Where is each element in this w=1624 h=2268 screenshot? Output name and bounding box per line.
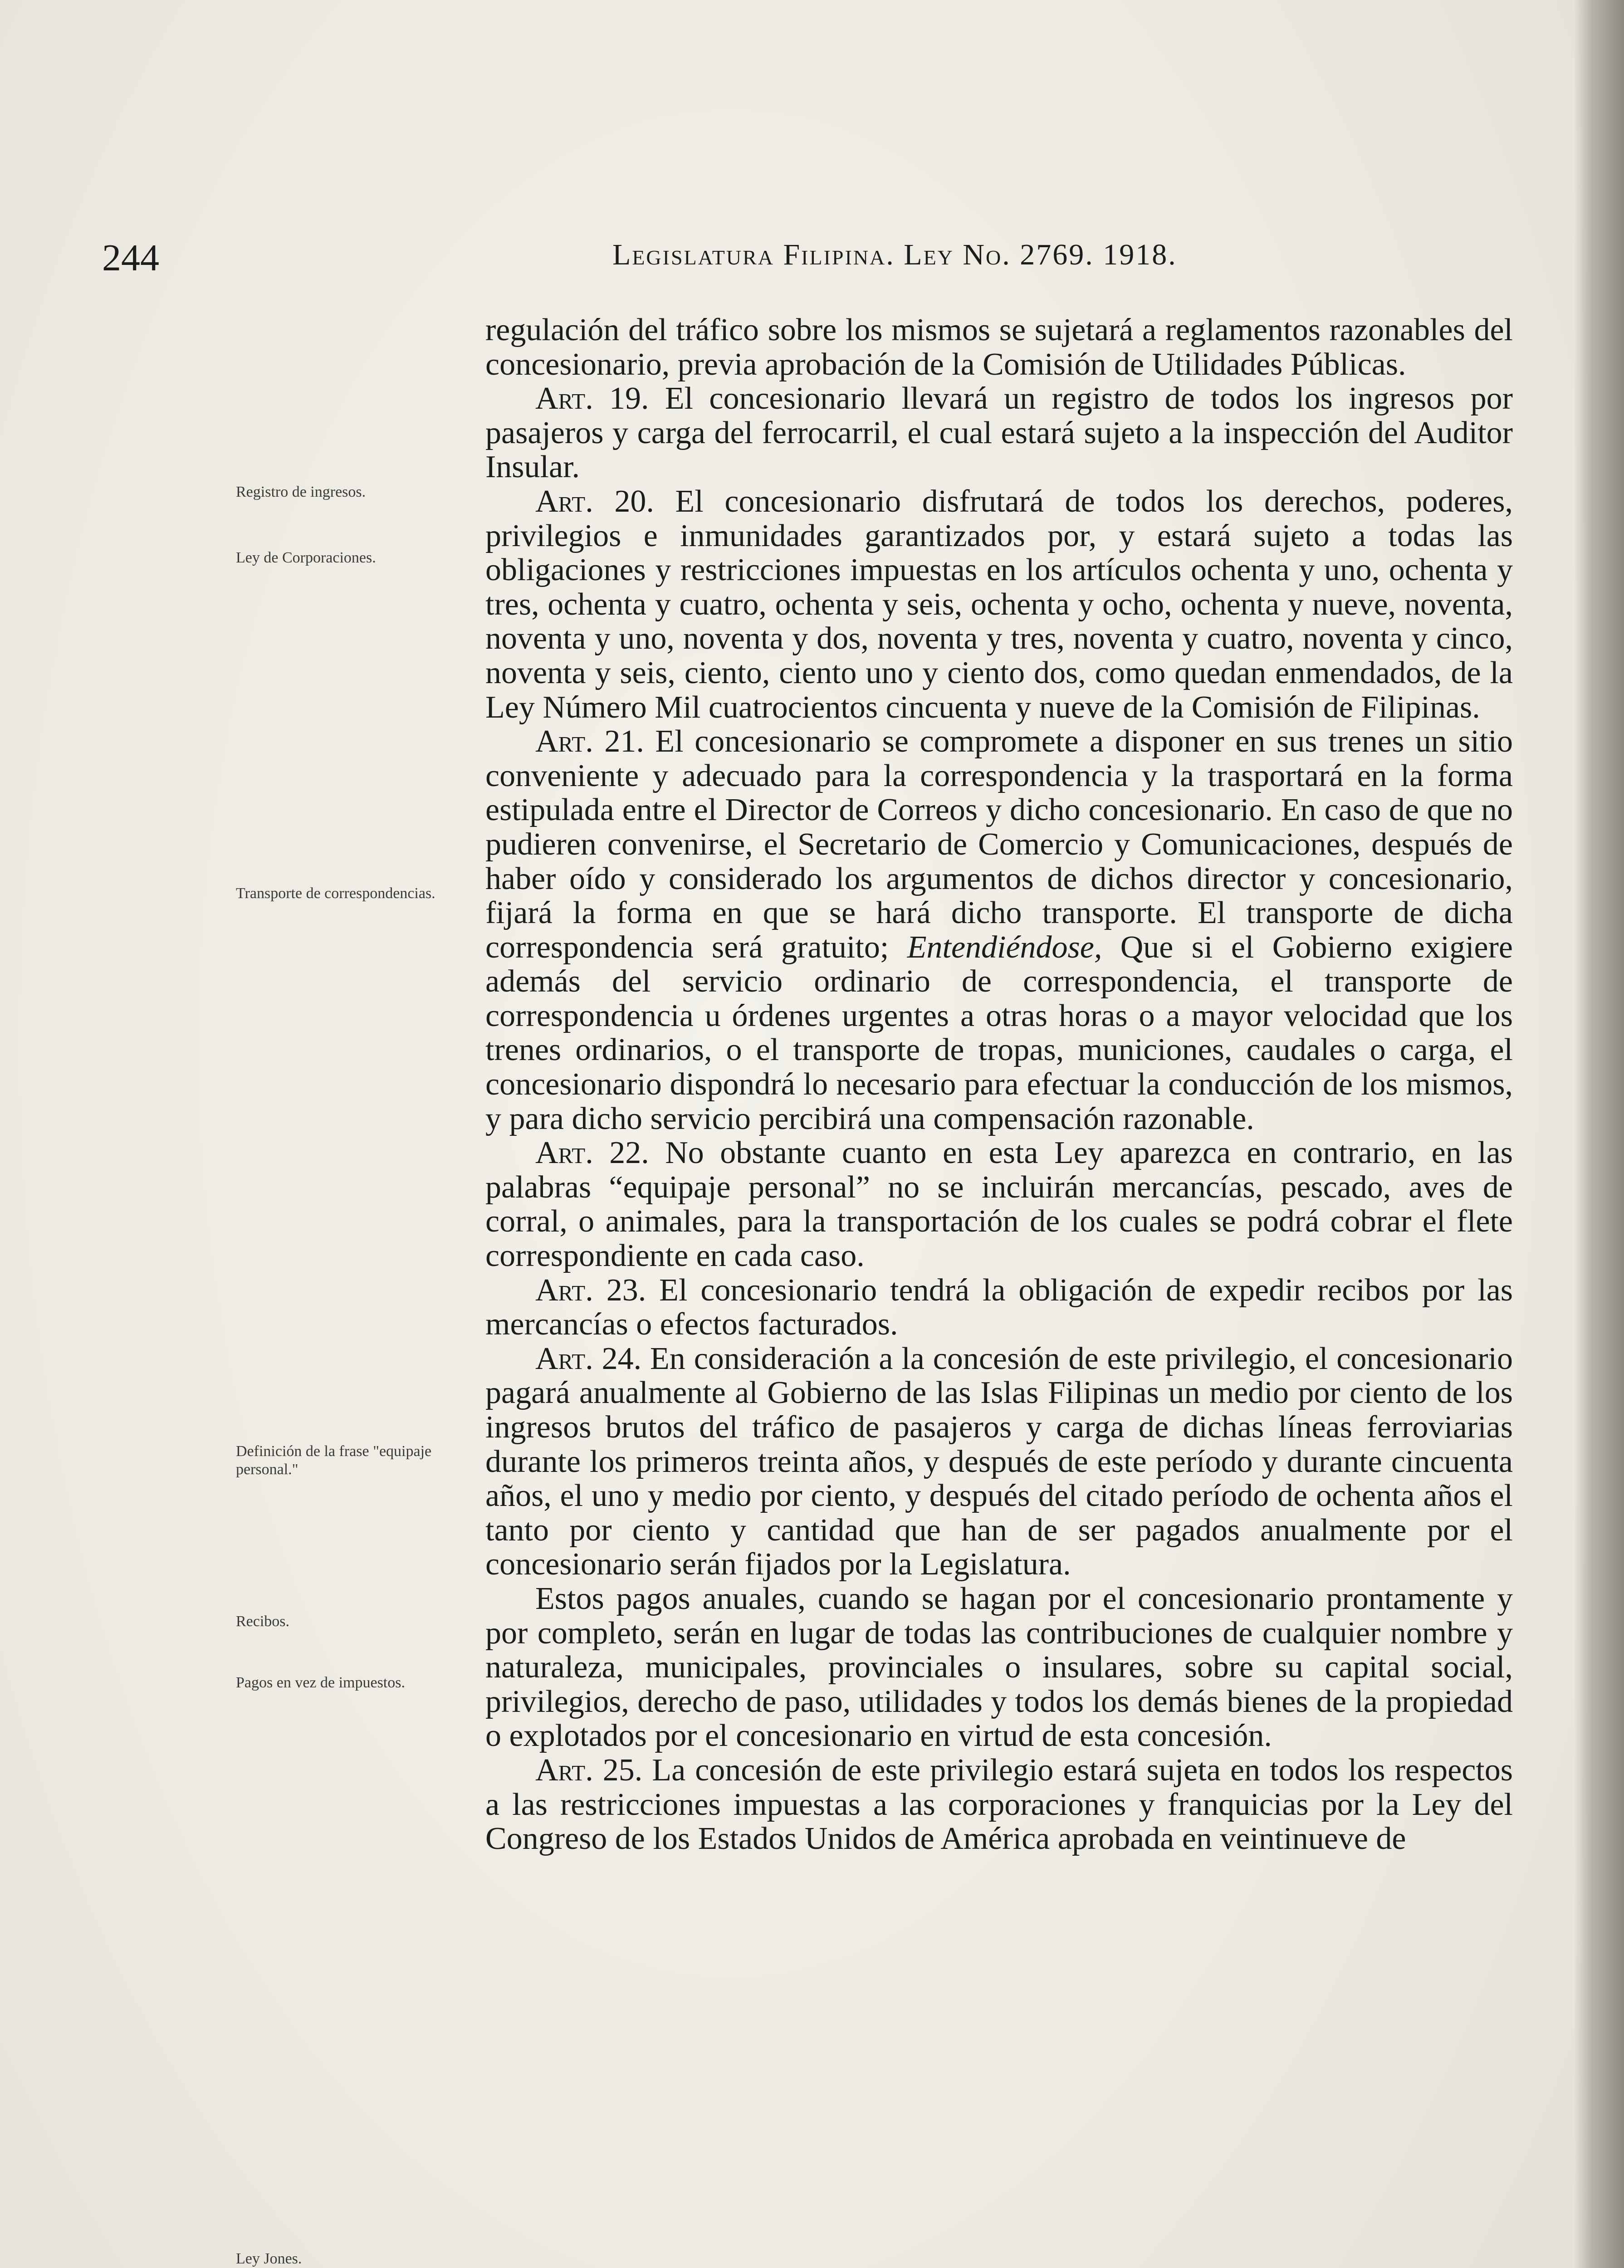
- margin-note-ley-corporaciones: Ley de Corporaciones.: [236, 549, 376, 566]
- proviso-emphasis: Entendiéndose,: [907, 929, 1102, 965]
- article-21-label: Art. 21.: [535, 724, 644, 759]
- article-24: Art. 24. En consideración a la concesión de este privilegio, el concesionario pagará anualmente al Gobierno de las Islas Filipinas un medio por ciento de los ingresos brutos del tráfico de pasajeros y carga de dichas líneas ferroviarias durante los primeros treinta años, y después de este período y durante cincuenta años, el uno y medio por ciento, y después del citado período de ochenta años el tanto por ciento y cantidad que han de ser pagados anualmente por el concesionario serán fijados por la Legislatura.: [485, 1341, 1513, 1582]
- article-22: Art. 22. No obstante cuanto en esta Ley aparezca en contrario, en las palabras “equipaje personal” no se incluirán mercancías, pescado, aves de corral, o animales, para la transportación de los cuales se podrá cobrar el flete correspondiente en cada caso.: [485, 1135, 1513, 1274]
- article-19-label: Art. 19.: [535, 381, 649, 416]
- article-25-label: Art. 25.: [535, 1752, 643, 1788]
- article-19: Art. 19. El concesionario llevará un registro de todos los ingresos por pasajeros y carga del ferrocarril, el cual estará sujeto a la inspección del Auditor Insular.: [485, 381, 1513, 485]
- article-23-label: Art. 23.: [535, 1272, 646, 1308]
- book-spine-shadow: [1574, 0, 1624, 2268]
- body-text: [485, 313, 1513, 1856]
- article-25: Art. 25. La concesión de este privilegio estará sujeta en todos los respectos a las restricciones impuestas a las corporaciones y franquicias por la Ley del Congreso de los Estados Unidos de América aprobada en veintinueve de: [485, 1752, 1513, 1857]
- paragraph-continuation: regulación del tráfico sobre los mismos se sujetará a reglamentos razonables del concesionario, previa aprobación de la Comisión de Utilidades Públicas.: [485, 313, 1513, 382]
- running-title: Legislatura Filipina. Ley No. 2769. 1918.: [612, 238, 1177, 271]
- article-24-continued: Estos pagos anuales, cuando se hagan por el concesionario prontamente y por completo, serán en lugar de todas las contribuciones de cualquier nombre y naturaleza, municipales, provinciales o insulares, sobre su capital social, privilegios, derecho de paso, utilidades y todos los demás bienes de la propiedad o explotados por el concesionario en virtud de esta concesión.: [485, 1581, 1513, 1754]
- article-20-label: Art. 20.: [535, 484, 654, 519]
- page-number: 244: [102, 237, 159, 279]
- page-header: [0, 236, 1624, 295]
- article-21: Art. 21. El concesionario se compromete a disponer en sus trenes un sitio conveniente y adecuado para la correspondencia y la trasportará en la forma estipulada entre el Director de Correos y dicho concesionario. En caso de que no pudieren convenirse, el Secretario de Comercio y Comunicaciones, después de haber oído y considerado los argumentos de dichos director y concesionario, fijará la forma en que se hará dicho transporte. El transporte de dicha correspondencia será gratuito; Entendiéndose, Que si el Gobierno exigiere además del servicio ordinario de correspondencia, el transporte de correspondencia u órdenes urgentes a otras horas o a mayor velocidad que los trenes ordinarios, o el transporte de tropas, municiones, caudales o carga, el concesionario dispondrá lo necesario para efectuar la conducción de los mismos, y para dicho servicio percibirá una compensación razonable.: [485, 724, 1513, 1136]
- article-23: Art. 23. El concesionario tendrá la obligación de expedir recibos por las mercancías o efectos facturados.: [485, 1272, 1513, 1342]
- margin-note-registro: Registro de ingresos.: [236, 484, 366, 500]
- margin-note-definicion: Definición de la frase "equipaje personal.": [236, 1443, 432, 1478]
- margin-note-ley-jones: Ley Jones.: [236, 2250, 302, 2267]
- margin-note-pagos: Pagos en vez de impuestos.: [236, 1674, 405, 1691]
- margin-note-recibos: Recibos.: [236, 1613, 290, 1630]
- article-24-label: Art. 24.: [535, 1341, 642, 1376]
- article-22-label: Art. 22.: [535, 1135, 649, 1171]
- article-20: Art. 20. El concesionario disfrutará de todos los derechos, poderes, privilegios e inmunidades garantizados por, y estará sujeto a todas las obligaciones y restricciones impuestas en los artículos ochenta y uno, ochenta y tres, ochenta y cuatro, ochenta y seis, ochenta y ocho, ochenta y nueve, noventa, noventa y uno, noventa y dos, noventa y tres, noventa y cuatro, noventa y cinco, noventa y seis, ciento, ciento uno y ciento dos, como quedan enmendados, de la Ley Número Mil cuatrocientos cincuenta y nueve de la Comisión de Filipinas.: [485, 484, 1513, 725]
- margin-note-transporte: Transporte de correspondencias.: [236, 885, 435, 902]
